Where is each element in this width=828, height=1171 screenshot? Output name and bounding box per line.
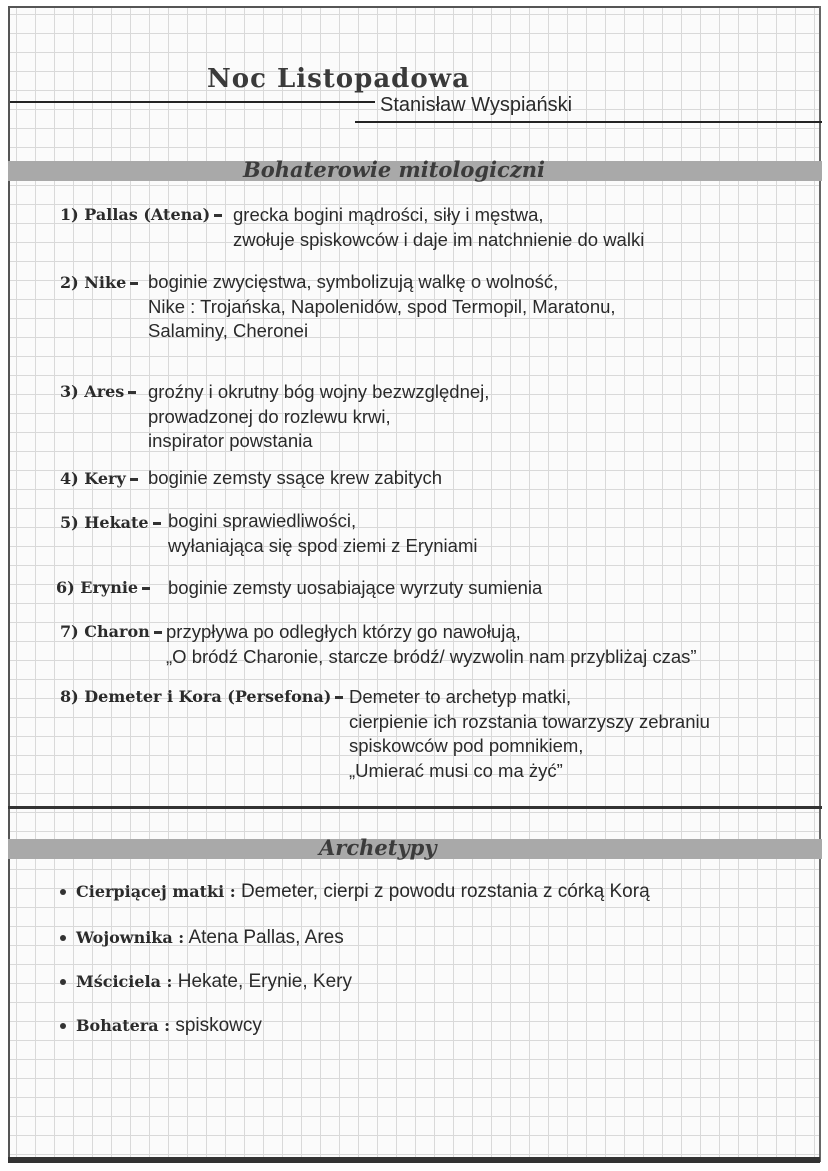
- author-underline: [355, 121, 822, 123]
- hero-label-pallas: 1) Pallas (Atena): [60, 205, 222, 224]
- hero-desc-pallas: grecka bogini mądrości, siły i męstwa, zwołuje spiskowców i daje im natchnienie do walki: [233, 204, 645, 250]
- hero-label-nike: 2) Nike: [60, 273, 138, 292]
- hero-label-demeter-kora: 8) Demeter i Kora (Persefona): [60, 687, 343, 706]
- archetype-item-avenger: Mściciela : Hekate, Erynie, Kery: [60, 971, 352, 993]
- hero-desc-hekate: bogini sprawiedliwości, wyłaniająca się spod ziemi z Eryniami: [168, 510, 478, 556]
- hero-desc-charon: przypływa po odległych którzy go nawołują, „O bródź Charonie, starcze bródź/ wyzwolin nam przybliżaj czas”: [166, 621, 697, 667]
- hero-label-charon: 7) Charon: [60, 622, 162, 641]
- bullet-icon: [60, 889, 66, 895]
- bullet-icon: [60, 935, 66, 941]
- title-underline: [10, 101, 375, 103]
- section-divider: [8, 806, 822, 809]
- hero-desc-nike: boginie zwycięstwa, symbolizują walkę o wolność, Nike : Trojańska, Napolenidów, spod Termopil, Maratonu, Salaminy, Cheronei: [148, 271, 616, 341]
- hero-desc-erynie: boginie zemsty uosabiające wyrzuty sumienia: [168, 577, 543, 598]
- hero-label-kery: 4) Kery: [60, 469, 138, 488]
- hero-desc-demeter-kora: Demeter to archetyp matki, cierpienie ich rozstania towarzyszy zebraniu spiskowców pod pomnikiem, „Umierać musi co ma żyć”: [349, 686, 710, 781]
- archetype-item-warrior: Wojownika : Atena Pallas, Ares: [60, 927, 344, 949]
- section-title-archetypes: Archetypy: [319, 835, 437, 860]
- hero-desc-kery: boginie zemsty ssące krew zabitych: [148, 467, 443, 488]
- hero-label-ares: 3) Ares: [60, 382, 136, 401]
- hero-label-hekate: 5) Hekate: [60, 513, 161, 532]
- page-title: Noc Listopadowa: [207, 64, 470, 94]
- hero-label-erynie: 6) Erynie: [56, 578, 150, 597]
- bullet-icon: [60, 1023, 66, 1029]
- section-title-mythological: Bohaterowie mitologiczni: [243, 157, 545, 182]
- hero-desc-ares: groźny i okrutny bóg wojny bezwzględnej, prowadzonej do rozlewu krwi, inspirator powstania: [148, 381, 490, 451]
- archetype-item-mother: Cierpiącej matki : Demeter, cierpi z powodu rozstania z córką Korą: [60, 881, 650, 903]
- page-edge-bottom: [8, 1157, 820, 1163]
- author-name: Stanisław Wyspiański: [380, 94, 573, 116]
- archetype-item-hero: Bohatera : spiskowcy: [60, 1015, 262, 1037]
- bullet-icon: [60, 979, 66, 985]
